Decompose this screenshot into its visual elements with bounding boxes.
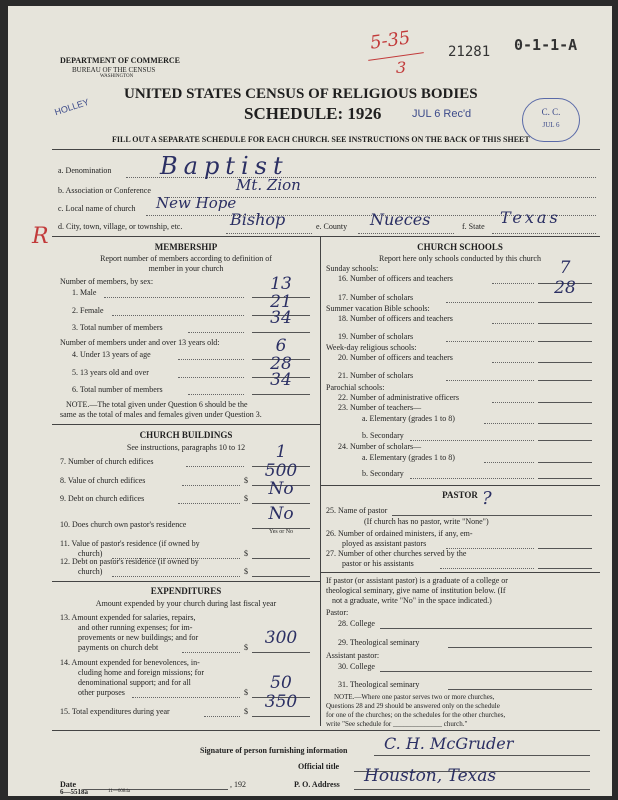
- q24a-leader: [484, 462, 534, 463]
- signature-value: C. H. McGruder: [384, 734, 514, 753]
- signature-line: [374, 755, 590, 756]
- bureau: BUREAU OF THE CENSUS: [72, 66, 156, 74]
- membership-note-2: same as the total of males and females given under Question 3.: [60, 410, 262, 419]
- q9-leader: [178, 503, 240, 504]
- date-label: Date: [60, 780, 76, 789]
- census-schedule-page: [8, 6, 612, 796]
- print-number: 11—6084a: [108, 789, 131, 794]
- city-label: d. City, town, village, or township, etc.: [58, 222, 183, 231]
- q5-value: 28: [270, 354, 292, 374]
- q23a-line: [538, 423, 592, 424]
- q12-label-1: 12. Debt on pastor's residence (if owned by: [60, 557, 199, 566]
- q29-label: 29. Theological seminary: [338, 638, 420, 647]
- cc-stamp-line1: C. C.: [541, 107, 561, 117]
- pastor-note-3: for one of the churches; on the schedules for the other churches,: [326, 711, 506, 719]
- red-mark: R: [32, 224, 49, 249]
- schedule-code: 0-1-1-A: [514, 36, 578, 54]
- q19-label: 19. Number of scholars: [338, 332, 414, 341]
- rule-pastor: [320, 485, 600, 486]
- q11-label-2: church): [78, 549, 103, 558]
- q23b-label: b. Secondary: [362, 431, 404, 440]
- membership-intro-1: Report number of members according to definition of: [100, 254, 272, 263]
- pastor-heading: PASTOR: [442, 490, 478, 500]
- q22-label: 22. Number of administrative officers: [338, 393, 459, 402]
- q13-dollar: $: [244, 643, 248, 652]
- q28-line: [380, 628, 592, 629]
- q24a-line: [538, 462, 592, 463]
- q10-value: No: [268, 504, 294, 524]
- q16-label: 16. Number of officers and teachers: [338, 274, 453, 283]
- department: DEPARTMENT OF COMMERCE: [60, 56, 181, 65]
- association-label: b. Association or Conference: [58, 186, 151, 195]
- expenditures-sub: Amount expended by your church during last fiscal year: [95, 599, 277, 608]
- q12-line: [252, 576, 310, 577]
- date-year: , 192: [230, 780, 246, 789]
- q13-line: [252, 652, 310, 653]
- q23a-label: a. Elementary (grades 1 to 8): [362, 414, 455, 423]
- q23b-leader: [410, 440, 534, 441]
- expenditures-heading: EXPENDITURES: [150, 586, 222, 596]
- rule-grid-bottom: [52, 730, 600, 731]
- q29-line: [448, 647, 592, 648]
- form-number: 6—5518a: [60, 788, 88, 796]
- holley-stamp: HOLLEY: [53, 96, 91, 118]
- rule-buildings: [52, 424, 320, 425]
- graduate-line-1: If pastor (or assistant pastor) is a graduate of a college or: [326, 576, 508, 585]
- red-note-top: 5-35: [368, 27, 412, 54]
- city-line: [226, 233, 312, 234]
- q15-leader: [204, 716, 240, 717]
- q12-label-2: church): [78, 567, 103, 576]
- q25-value: ?: [482, 488, 492, 509]
- state-value: Texas: [500, 208, 561, 227]
- q24b-leader: [410, 478, 534, 479]
- buildings-sub: See instructions, paragraphs 10 to 12: [126, 443, 246, 452]
- pastor-sub-label: Pastor:: [326, 608, 349, 617]
- weekday-label: Week-day religious schools:: [326, 343, 417, 352]
- state-line: [492, 233, 596, 234]
- q6-label: 6. Total number of members: [72, 385, 163, 394]
- official-title-label: Official title: [298, 762, 340, 771]
- q7-value: 1: [275, 442, 287, 462]
- q9-label: 9. Debt on church edifices: [60, 494, 145, 503]
- q3-leader: [188, 332, 244, 333]
- date-line: [84, 789, 228, 790]
- schedule-number: 21281: [448, 44, 491, 60]
- q26-label-1: 26. Number of ordained ministers, if any, em-: [326, 529, 473, 538]
- q1-value: 13: [270, 274, 292, 294]
- q31-label: 31. Theological seminary: [338, 680, 420, 689]
- county-value: Nueces: [370, 210, 431, 229]
- pastor-note-1: NOTE.—Where one pastor serves two or more churches,: [334, 693, 495, 701]
- q20-leader: [492, 362, 534, 363]
- q27-line: [538, 568, 592, 569]
- q25-line: [392, 515, 592, 516]
- q24a-label: a. Elementary (grades 1 to 8): [362, 453, 455, 462]
- q8-dollar: $: [244, 476, 248, 485]
- q15-line: [252, 716, 310, 717]
- q2-value: 21: [270, 292, 292, 312]
- form-title: UNITED STATES CENSUS OF RELIGIOUS BODIES: [124, 86, 478, 102]
- po-address-line: [354, 789, 590, 790]
- q27-label-2: pastor or his assistants: [342, 559, 414, 568]
- q8-label: 8. Value of church edifices: [60, 476, 146, 485]
- q17-value: 28: [554, 278, 576, 298]
- q16-value: 7: [559, 258, 571, 278]
- q13-line-2: and other running expenses; for im-: [78, 623, 193, 632]
- by-sex-label: Number of members, by sex:: [60, 277, 154, 286]
- received-stamp: JUL 6 Rec'd: [412, 108, 472, 120]
- schools-heading: CHURCH SCHOOLS: [417, 242, 503, 252]
- q3-line: [252, 332, 310, 333]
- q13-line-4: payments on church debt: [78, 643, 159, 652]
- q22-leader: [492, 402, 534, 403]
- sunday-label: Sunday schools:: [326, 264, 379, 273]
- q16-leader: [492, 283, 534, 284]
- q6-leader: [188, 394, 244, 395]
- q19-line: [538, 341, 592, 342]
- yes-no-caption: Yes or No: [268, 529, 294, 535]
- q17-leader: [446, 302, 534, 303]
- church-name-label: c. Local name of church: [58, 204, 136, 213]
- q18-line: [538, 323, 592, 324]
- q25-label: 25. Name of pastor: [326, 506, 388, 515]
- cc-stamp-line2: JUL 6: [542, 121, 560, 129]
- q25-note: (If church has no pastor, write "None"): [364, 517, 489, 526]
- pastor-note-4: write "See schedule for ______________ church.": [326, 720, 468, 728]
- q9-dollar: $: [244, 494, 248, 503]
- q7-leader: [186, 466, 244, 467]
- q7-label: 7. Number of church edifices: [60, 457, 154, 466]
- q12-dollar: $: [244, 567, 248, 576]
- q30-line: [380, 671, 592, 672]
- graduate-line-3: not a graduate, write "No" in the space indicated.): [332, 596, 492, 605]
- church-name-value: New Hope: [156, 194, 237, 212]
- q13-line-3: provements or new buildings; and for: [78, 633, 199, 642]
- red-note-bottom: 3: [396, 58, 407, 77]
- q4-label: 4. Under 13 years of age: [72, 350, 151, 359]
- q24b-line: [538, 478, 592, 479]
- q26-line: [538, 548, 592, 549]
- schedule-title: SCHEDULE: 1926: [244, 104, 382, 123]
- q31-line: [448, 689, 592, 690]
- q17-label: 17. Number of scholars: [338, 293, 414, 302]
- q15-label: 15. Total expenditures during year: [60, 707, 170, 716]
- rule-top: [52, 149, 600, 150]
- q14-line-2: cluding home and foreign missions; for: [78, 668, 204, 677]
- q15-value: 350: [264, 692, 298, 712]
- membership-heading: MEMBERSHIP: [154, 242, 218, 252]
- county-line: [358, 233, 454, 234]
- q15-dollar: $: [244, 707, 248, 716]
- q24-label: 24. Number of scholars—: [338, 442, 422, 451]
- instruction-line: FILL OUT A SEPARATE SCHEDULE FOR EACH CHURCH. SEE INSTRUCTIONS ON THE BACK OF THIS SHEET: [112, 135, 530, 144]
- membership-note-1: NOTE.—The total given under Question 6 should be the: [66, 400, 248, 409]
- q8-value: 500: [264, 461, 298, 481]
- q23-label: 23. Number of teachers—: [338, 403, 422, 412]
- membership-intro-2: member in your church: [148, 264, 224, 273]
- q12-leader: [112, 576, 240, 577]
- q19-leader: [446, 341, 534, 342]
- signature-label: Signature of person furnishing information: [200, 746, 348, 755]
- q23b-line: [538, 440, 592, 441]
- rule-expenditures: [52, 581, 320, 582]
- cc-stamp: [522, 98, 580, 142]
- q13-line-1: 13. Amount expended for salaries, repairs,: [60, 613, 196, 622]
- q28-label: 28. College: [338, 619, 375, 628]
- schools-sub: Report here only schools conducted by this church: [379, 254, 541, 263]
- q14-line-4: other purposes: [78, 688, 125, 697]
- po-address-label: P. O. Address: [294, 780, 340, 789]
- q18-label: 18. Number of officers and teachers: [338, 314, 453, 323]
- q10-label: 10. Does church own pastor's residence: [60, 520, 187, 529]
- age-label: Number of members under and over 13 years old:: [60, 338, 220, 347]
- buildings-heading: CHURCH BUILDINGS: [139, 430, 233, 440]
- q11-label-1: 11. Value of pastor's residence (if owned by: [60, 539, 200, 548]
- parochial-label: Parochial schools:: [326, 383, 385, 392]
- q3-value: 34: [270, 308, 292, 328]
- q14-line-3: denominational support; and for all: [78, 678, 191, 687]
- rule-center: [320, 236, 321, 726]
- q9-value: No: [268, 479, 294, 499]
- graduate-line-2: theological seminary, give name of institution below. (If: [326, 586, 506, 595]
- q21-label: 21. Number of scholars: [338, 371, 414, 380]
- q14-value: 50: [270, 673, 292, 693]
- q26-label-2: ployed as assistant pastors: [342, 539, 427, 548]
- summer-label: Summer vacation Bible schools:: [326, 304, 430, 313]
- q17-line: [538, 302, 592, 303]
- city: WASHINGTON: [100, 74, 134, 79]
- q14-dollar: $: [244, 688, 248, 697]
- q20-label: 20. Number of officers and teachers: [338, 353, 453, 362]
- q6-value: 34: [270, 370, 292, 390]
- county-label: e. County: [316, 222, 348, 231]
- q6-line: [252, 394, 310, 395]
- q1-label: 1. Male: [72, 288, 97, 297]
- q30-label: 30. College: [338, 662, 375, 671]
- q24b-label: b. Secondary: [362, 469, 404, 478]
- q5-label: 5. 13 years old and over: [72, 368, 149, 377]
- denomination-value: Baptist: [160, 152, 289, 180]
- q27-label-1: 27. Number of other churches served by the: [326, 549, 467, 558]
- q1-leader: [104, 297, 244, 298]
- q11-dollar: $: [244, 549, 248, 558]
- pastor-note-2: Questions 28 and 29 should be answered only on the schedule: [326, 702, 500, 710]
- q4-leader: [178, 359, 244, 360]
- q18-leader: [492, 323, 534, 324]
- q22-line: [538, 402, 592, 403]
- q14-line-1: 14. Amount expended for benevolences, in-: [60, 658, 200, 667]
- rule-graduate: [320, 572, 600, 573]
- rule-grid-top: [52, 236, 600, 237]
- q23a-leader: [484, 423, 534, 424]
- state-label: f. State: [462, 222, 485, 231]
- q5-leader: [178, 377, 244, 378]
- q11-line: [252, 558, 310, 559]
- q21-line: [538, 380, 592, 381]
- q13-leader: [182, 652, 240, 653]
- city-value: Bishop: [230, 210, 286, 229]
- assistant-label: Assistant pastor:: [326, 651, 380, 660]
- po-address-value: Houston, Texas: [364, 766, 497, 786]
- q2-leader: [112, 315, 244, 316]
- q27-leader: [440, 568, 534, 569]
- q8-leader: [182, 485, 240, 486]
- q20-line: [538, 362, 592, 363]
- q14-leader: [132, 697, 240, 698]
- q13-value: 300: [264, 628, 298, 648]
- association-value: Mt. Zion: [236, 176, 301, 194]
- q21-leader: [446, 380, 534, 381]
- denomination-label: a. Denomination: [58, 166, 112, 175]
- q4-value: 6: [275, 336, 287, 356]
- q3-label: 3. Total number of members: [72, 323, 163, 332]
- q2-label: 2. Female: [72, 306, 104, 315]
